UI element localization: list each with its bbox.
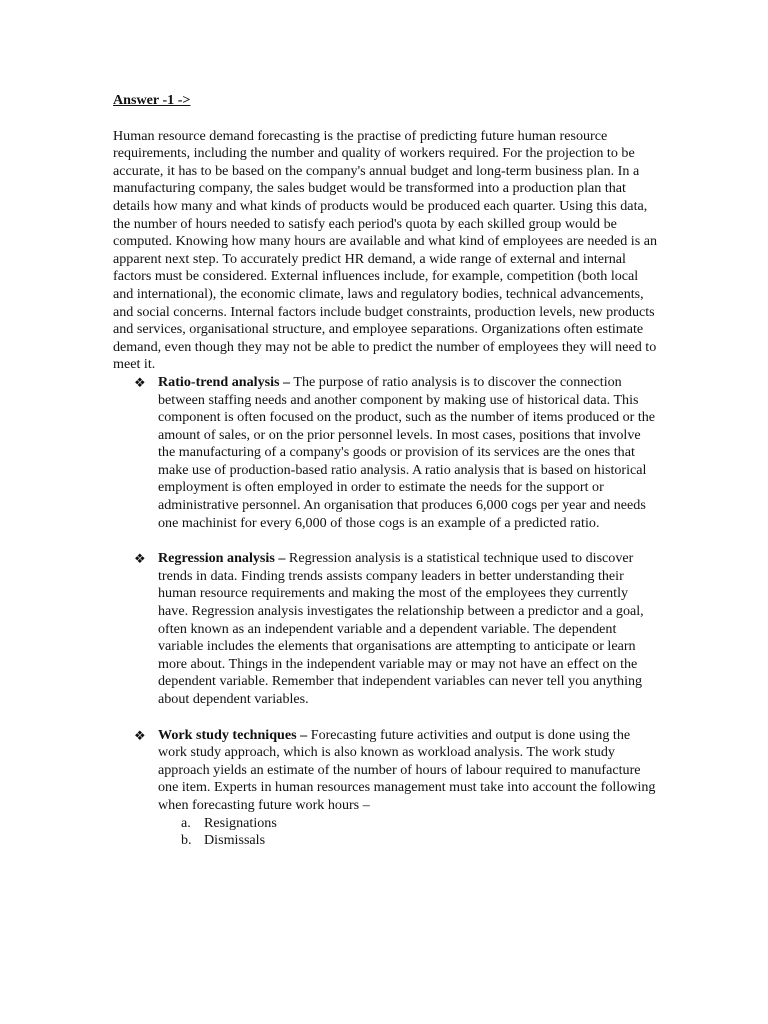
- spacer: [113, 709, 658, 727]
- work-hours-factors-list: [113, 815, 658, 850]
- bullet-title: Regression analysis –: [158, 550, 286, 567]
- bullet-title: Work study techniques –: [158, 726, 308, 743]
- list-item-text: Dismissals: [204, 832, 266, 849]
- bullet-title: Ratio-trend analysis –: [158, 373, 291, 390]
- bullet-text: Regression analysis is a statistical technique used to discover trends in data. Finding trends assists company leaders in better understanding their human resource requirements and making the most of the employees they currently have. Regression analysis investigates the relationship between a predictor and a goal, often known as an independent variable and a dependent variable. The dependent variable includes the elements that organisations are attempting to anticipate or learn more about. Things in the independent variable may or may not have an effect on the dependent variable. Remember that independent variables can never tell you anything about dependent variables.: [158, 550, 644, 707]
- diamond-bullet-icon: ❖: [134, 551, 146, 567]
- bullet-ratio-trend: [113, 374, 658, 532]
- answer-heading: Answer -1 ->: [113, 92, 191, 108]
- list-item-letter: a.: [181, 814, 191, 831]
- diamond-bullet-icon: ❖: [134, 374, 146, 390]
- list-item-letter: b.: [181, 832, 192, 849]
- intro-paragraph: Human resource demand forecasting is the practise of predicting future human resource requirements, including the number and quality of workers required. For the projection to be accurate, it has to be based on the company's annual budget and long-term business plan. In a manufacturing company, the sales budget would be transformed into a production plan that details how many and what kinds of products would be produced each quarter. Using this data, the number of hours needed to satisfy each period's quota by each skilled group would be computed. Knowing how many hours are available and what kind of employees are needed is an apparent next step. To accurately predict HR demand, a wide range of external and internal factors must be considered. External influences include, for example, competition (both local and international), the economic climate, laws and regulatory bodies, technical advancements, and social concerns. Internal factors include budget constraints, production levels, new products and services, organisational structure, and employee separations. Organizations often estimate demand, even though they may not be able to predict the number of employees they will need to meet it.: [113, 127, 658, 373]
- bullet-text: The purpose of ratio analysis is to discover the connection between staffing needs and another component by making use of historical data. This component is often focused on the product, such as the number of items produced or the amount of sales, or on the prior personnel levels. In most cases, positions that involve the manufacturing of a company's goods or provision of its services are the ones that make use of production-based ratio analysis. A ratio analysis that is based on historical employment is often employed in order to estimate the needs for the support or administrative personnel. An organisation that produces 6,000 cogs per year and needs one machinist for every 6,000 of those cogs is an example of a predicted ratio.: [158, 373, 656, 531]
- spacer: [113, 532, 658, 550]
- list-item: [113, 832, 658, 850]
- bullet-regression: [113, 550, 658, 708]
- document-body: [113, 92, 658, 850]
- bullet-text: Forecasting future activities and output is done using the work study approach, which is also known as workload analysis. The work study approach yields an estimate of the number of hours of labour required to manufacture one item. Experts in human resources management must take into account the following when forecasting future work hours –: [158, 726, 656, 813]
- list-item: [113, 815, 658, 833]
- list-item-text: Resignations: [204, 814, 277, 831]
- diamond-bullet-icon: ❖: [134, 727, 146, 743]
- bullet-work-study: [113, 727, 658, 815]
